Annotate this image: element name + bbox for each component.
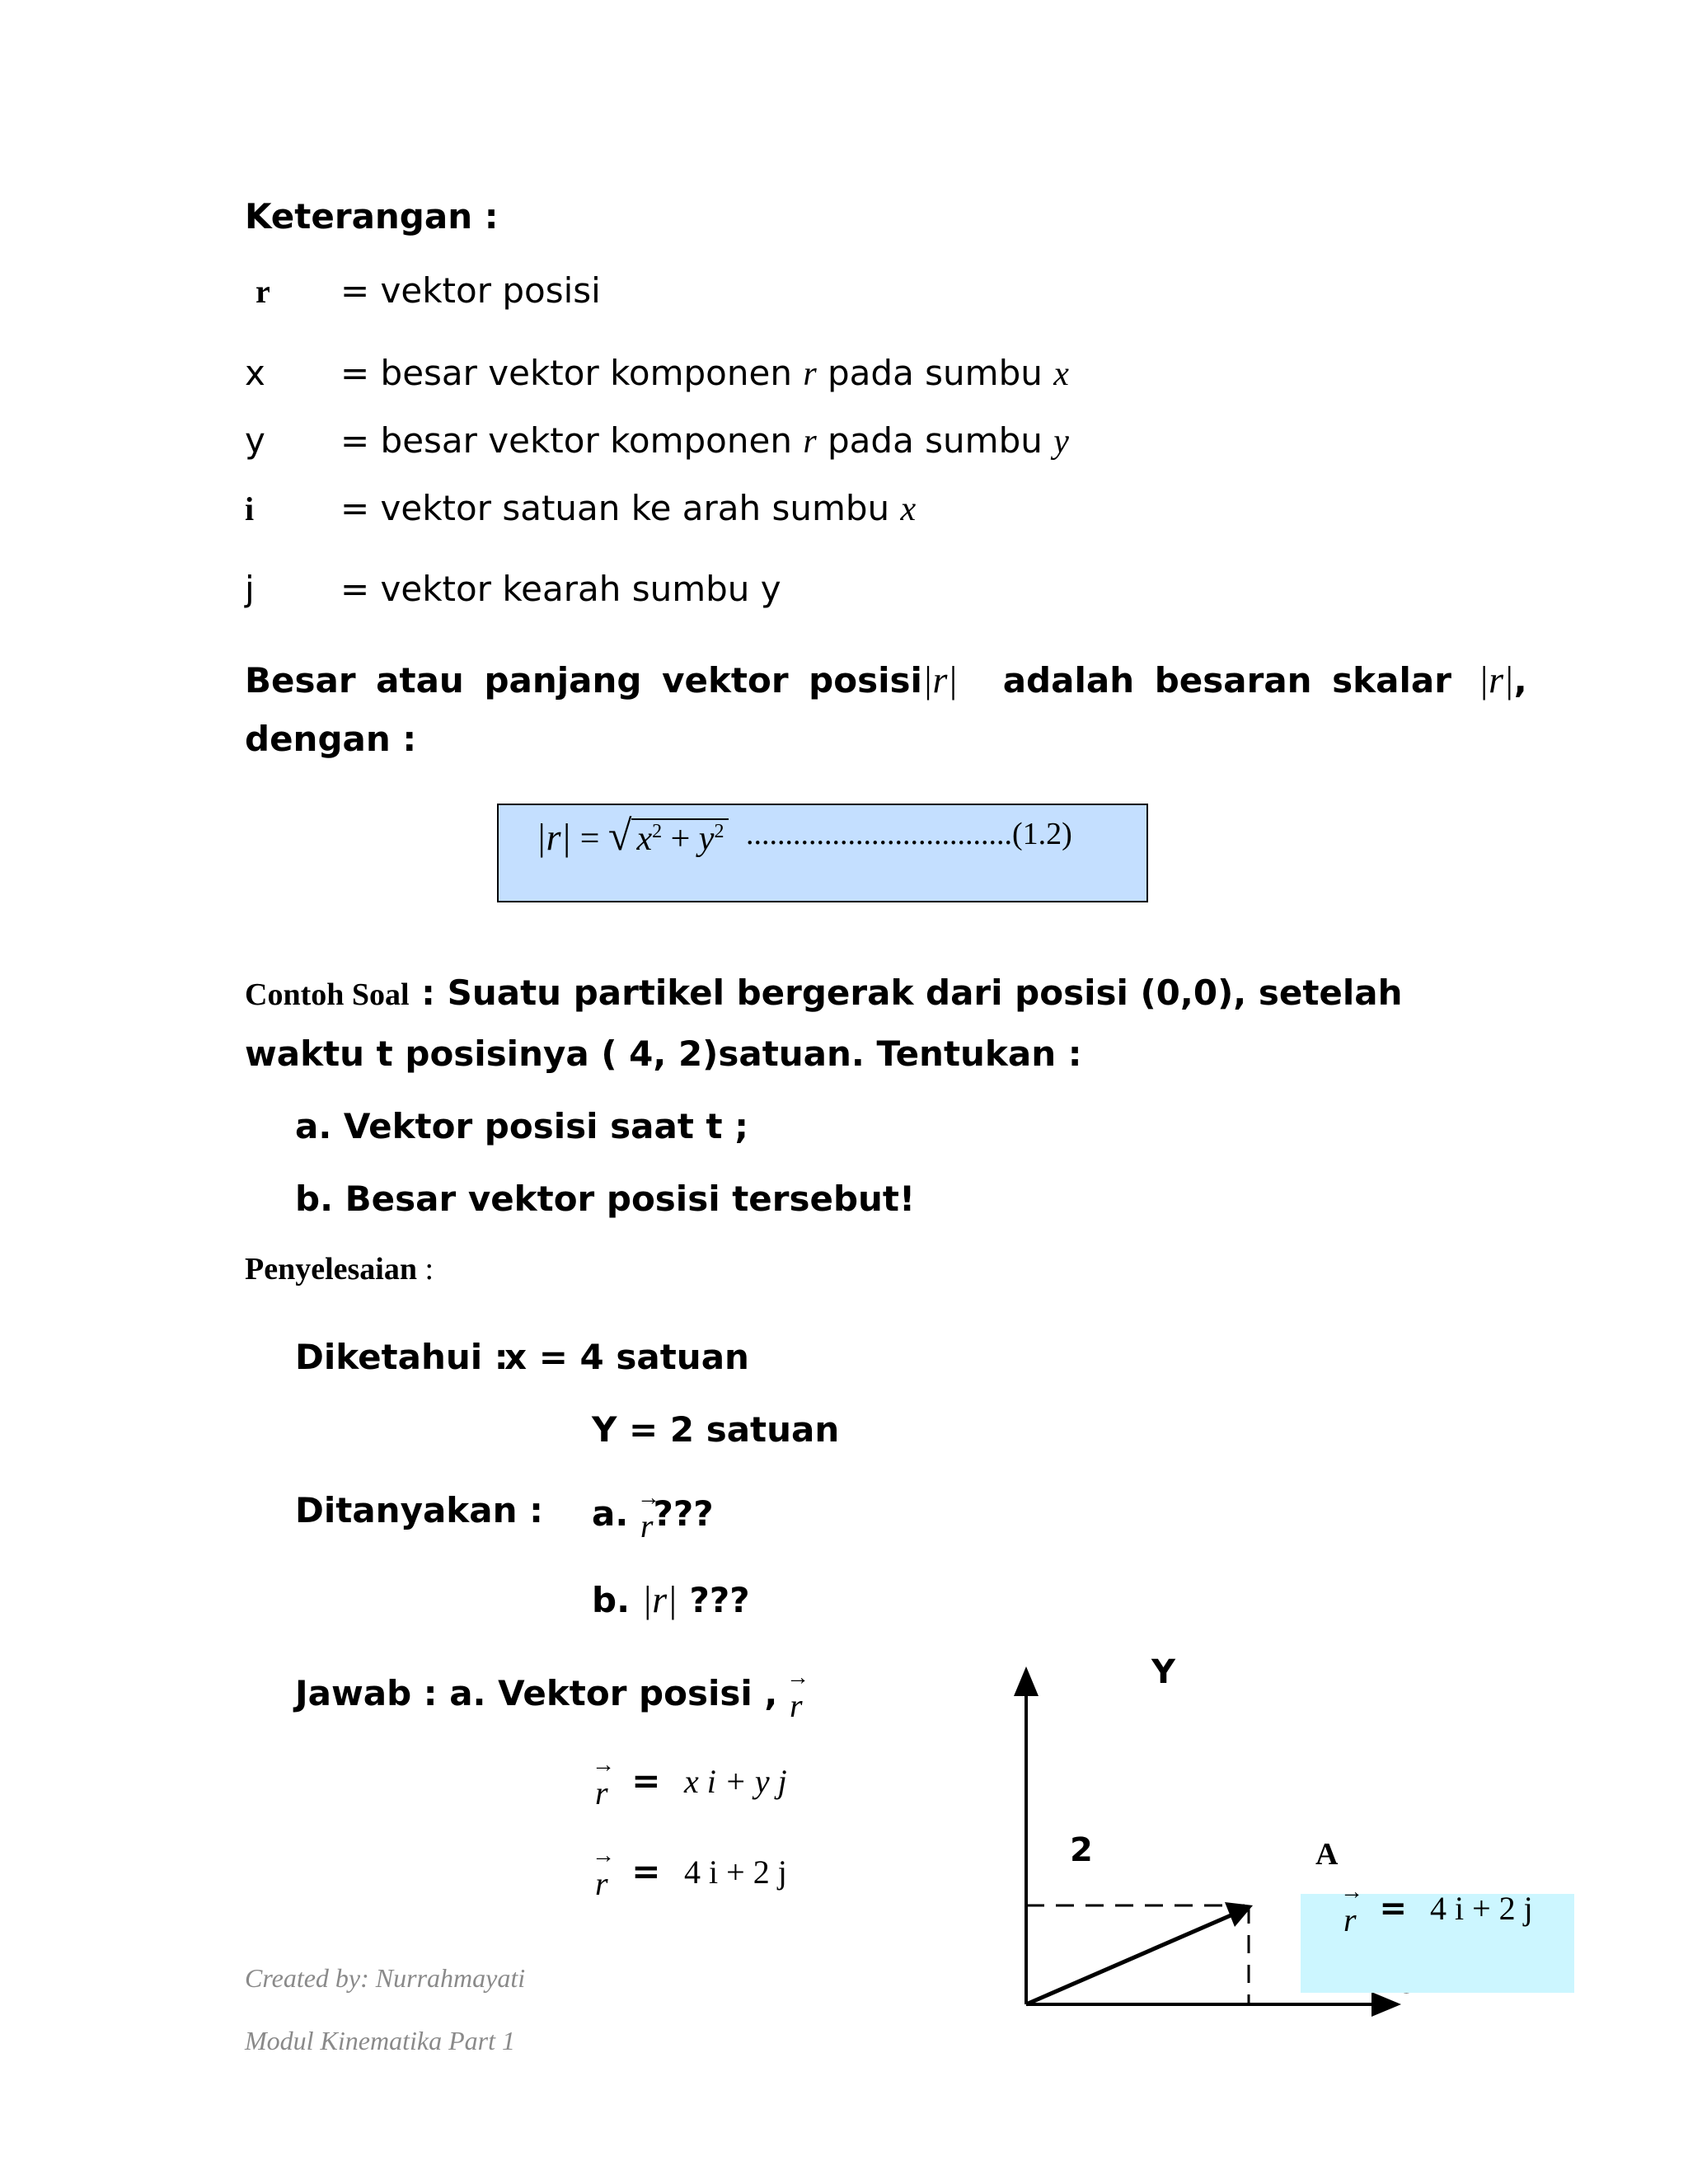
- symbol-j: j: [245, 569, 255, 609]
- desc-j: = vektor kearah sumbu y: [340, 569, 781, 609]
- ditanyakan-b: b. |r| ???: [592, 1578, 750, 1620]
- besar-line2: dengan :: [245, 719, 417, 759]
- y-axis-arrowhead: [1014, 1666, 1039, 1696]
- jawab-label: Jawab : a. Vektor posisi , → r: [295, 1665, 809, 1724]
- symbol-x: x: [245, 353, 265, 393]
- desc-y: = besar vektor komponen r pada sumbu y: [340, 420, 1069, 461]
- ditanyakan-a: a. → r???: [592, 1485, 714, 1544]
- diketahui-y: Y = 2 satuan: [592, 1409, 840, 1450]
- contoh-line2: waktu t posisinya ( 4, 2)satuan. Tentukan :: [245, 1033, 1082, 1074]
- desc-x: = besar vektor komponen r pada sumbu x: [340, 353, 1069, 393]
- besar-line1: Besar atau panjang vektor posisi|r| adalah besaran skalar |r|,: [245, 658, 1527, 701]
- jawab-eq2: → r = 4 i + 2 j: [592, 1843, 787, 1902]
- diketahui-x: x = 4 satuan: [504, 1337, 749, 1377]
- graph-axis-y-label: Y: [1151, 1653, 1175, 1691]
- symbol-r: r: [256, 273, 270, 310]
- penyelesaian-label: Penyelesaian :: [245, 1252, 434, 1286]
- desc-i: = vektor satuan ke arah sumbu x: [340, 488, 917, 528]
- desc-r: = vektor posisi: [340, 270, 601, 311]
- vector-r: [1026, 1914, 1235, 2004]
- footer-created-by: Created by: Nurrahmayati: [245, 1963, 526, 1993]
- keterangan-title: Keterangan :: [245, 196, 499, 237]
- graph-tick-y: 2: [1070, 1831, 1093, 1869]
- contoh-item-a: a. Vektor posisi saat t ;: [295, 1106, 749, 1146]
- result-equation: → r = 4 i + 2 j: [1340, 1879, 1533, 1938]
- ditanyakan-label: Ditanyakan :: [295, 1490, 543, 1530]
- graph-point-label: A: [1315, 1837, 1339, 1872]
- formula-number: ..................................(1.2): [746, 817, 1072, 851]
- formula: |r| = √ $x^2 + y^2$: [536, 812, 729, 860]
- jawab-eq1: → r = x i + y j: [592, 1752, 787, 1811]
- footer-module: Modul Kinematika Part 1: [245, 2026, 515, 2055]
- symbol-i: i: [245, 490, 255, 527]
- contoh-item-b: b. Besar vektor posisi tersebut!: [295, 1179, 916, 1219]
- diketahui-label: Diketahui :: [295, 1337, 509, 1377]
- contoh-line1: Contoh Soal : Suatu partikel bergerak dari posisi (0,0), setelah: [245, 972, 1403, 1013]
- symbol-y: y: [245, 420, 265, 461]
